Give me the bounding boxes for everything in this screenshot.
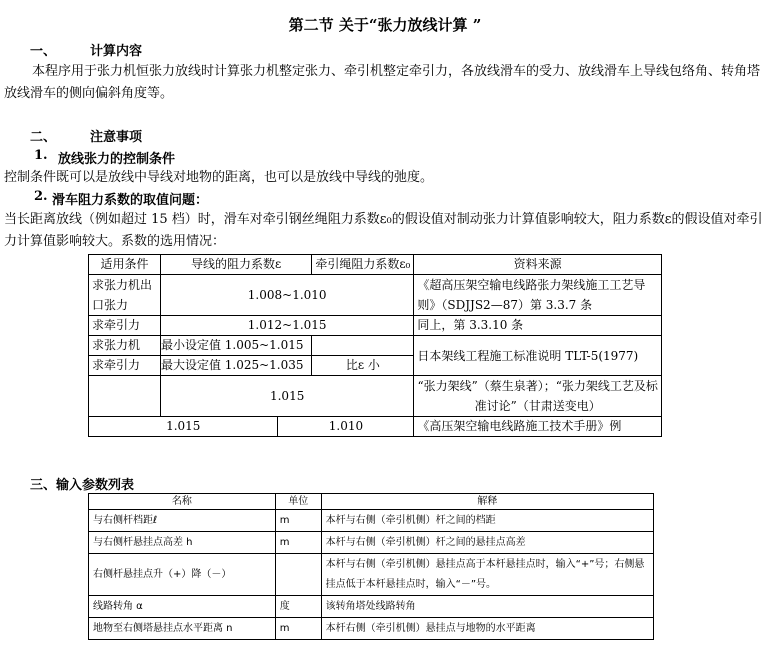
resistance-coefficient-table [88,254,662,437]
table2-row [89,554,654,596]
section2-number: 二、 [30,130,57,145]
table2-cell: 本杆右侧（牵引机侧）悬挂点与地物的水平距离 [321,618,653,640]
table1-header: 资料来源 [414,255,662,275]
table1-cell: 《超高压架空输电线路张力架线施工工艺导则》（SDJJS2—87）第 3.3.7 条 [414,275,662,316]
table2-cell: 与右侧杆悬挂点高差 h [89,532,276,554]
input-parameter-table [88,493,654,640]
table2-cell: m [275,532,321,554]
table2-row [89,618,654,640]
table1-header: 适用条件 [89,255,161,275]
item2-heading: 滑车阻力系数的取值问题： [52,193,209,208]
table1-cell: 求张力机 [89,336,161,356]
table1-row [89,336,662,356]
table1-cell: 日本架线工程施工标准说明 TLT-5(1977) [414,336,662,376]
table1-cell: 求牵引力 [89,356,161,376]
table2-header: 名称 [89,494,276,510]
table2-cell: 本杆与右侧（牵引机侧）杆之间的档距 [321,510,653,532]
table1-header: 导线的阻力系数ε [160,255,311,275]
table1-cell: 1.015 [160,376,413,417]
table1-cell: 同上，第 3.3.10 条 [414,316,662,336]
table2-header: 解释 [321,494,653,510]
item2-number: 2. [34,189,48,204]
table2-cell: m [275,618,321,640]
table1-row [89,376,662,417]
table1-header-row [89,255,662,275]
table1-cell: 求牵引力 [89,316,161,336]
item1-heading: 放线张力的控制条件 [58,152,176,167]
table2-cell: 该转角塔处线路转角 [321,596,653,618]
section1-number: 一、 [30,44,57,59]
table1-cell: 1.015 [89,417,278,437]
table2-header-row [89,494,654,510]
table2-cell: 本杆与右侧（牵引机侧）悬挂点高于本杆悬挂点时，输入“+”号；右侧悬挂点低于本杆悬挂点时，输入“－”号。 [321,554,653,596]
table1-cell: 1.012~1.015 [160,316,413,336]
table1-cell: 最大设定值 1.025~1.035 [160,356,311,376]
table1-row [89,316,662,336]
table2-cell: m [275,510,321,532]
table2-header: 单位 [275,494,321,510]
section1-heading: 计算内容 [90,44,143,59]
table1-cell: 最小设定值 1.005~1.015 [160,336,311,356]
section2-heading: 注意事项 [90,130,143,145]
table1-cell: 比ε 小 [312,356,414,376]
table2-cell: 线路转角 α [89,596,276,618]
item1-number: 1. [34,148,48,163]
item1-text: 控制条件既可以是放线中导线对地物的距离，也可以是放线中导线的弛度。 [4,170,434,185]
table1-cell: “张力架线”（蔡生泉著）；“张力架线工艺及标准讨论”（甘肃送变电） [414,376,662,417]
table2-row [89,532,654,554]
table2-row [89,596,654,618]
page-title: 第二节 关于“张力放线计算 ” [288,16,482,34]
table1-cell: 《高压架空输电线路施工技术手册》例 [414,417,662,437]
table1-cell: 1.008~1.010 [160,275,413,316]
table1-cell [312,336,414,356]
table2-cell [275,554,321,596]
table2-cell: 地物至右侧塔悬挂点水平距离 n [89,618,276,640]
table1-cell: 求张力机出口张力 [89,275,161,316]
table2-cell: 本杆与右侧（牵引机侧）杆之间的悬挂点高差 [321,532,653,554]
table2-cell: 与右侧杆档距ℓ [89,510,276,532]
table1-row [89,417,662,437]
table1-cell: 1.010 [278,417,414,437]
table1-cell [89,376,161,417]
table1-header: 牵引绳阻力系数ε₀ [312,255,414,275]
item2-text: 当长距离放线（例如超过 15 档）时，滑车对牵引钢丝绳阻力系数ε₀的假设值对制动张力计算值影响较大，阻力系数ε的假设值对牵引力计算值影响较大。系数的选用情况： [4,212,763,249]
table2-cell: 右侧杆悬挂点升（+）降（－） [89,554,276,596]
table1-row [89,275,662,316]
table2-cell: 度 [275,596,321,618]
table2-row [89,510,654,532]
section3-heading: 三、输入参数列表 [30,478,135,493]
section1-paragraph: 本程序用于张力机恒张力放线时计算张力机整定张力、牵引机整定牵引力，各放线滑车的受力、放线滑车上导线包络角、转角塔放线滑车的侧向偏斜角度等。 [4,64,761,101]
